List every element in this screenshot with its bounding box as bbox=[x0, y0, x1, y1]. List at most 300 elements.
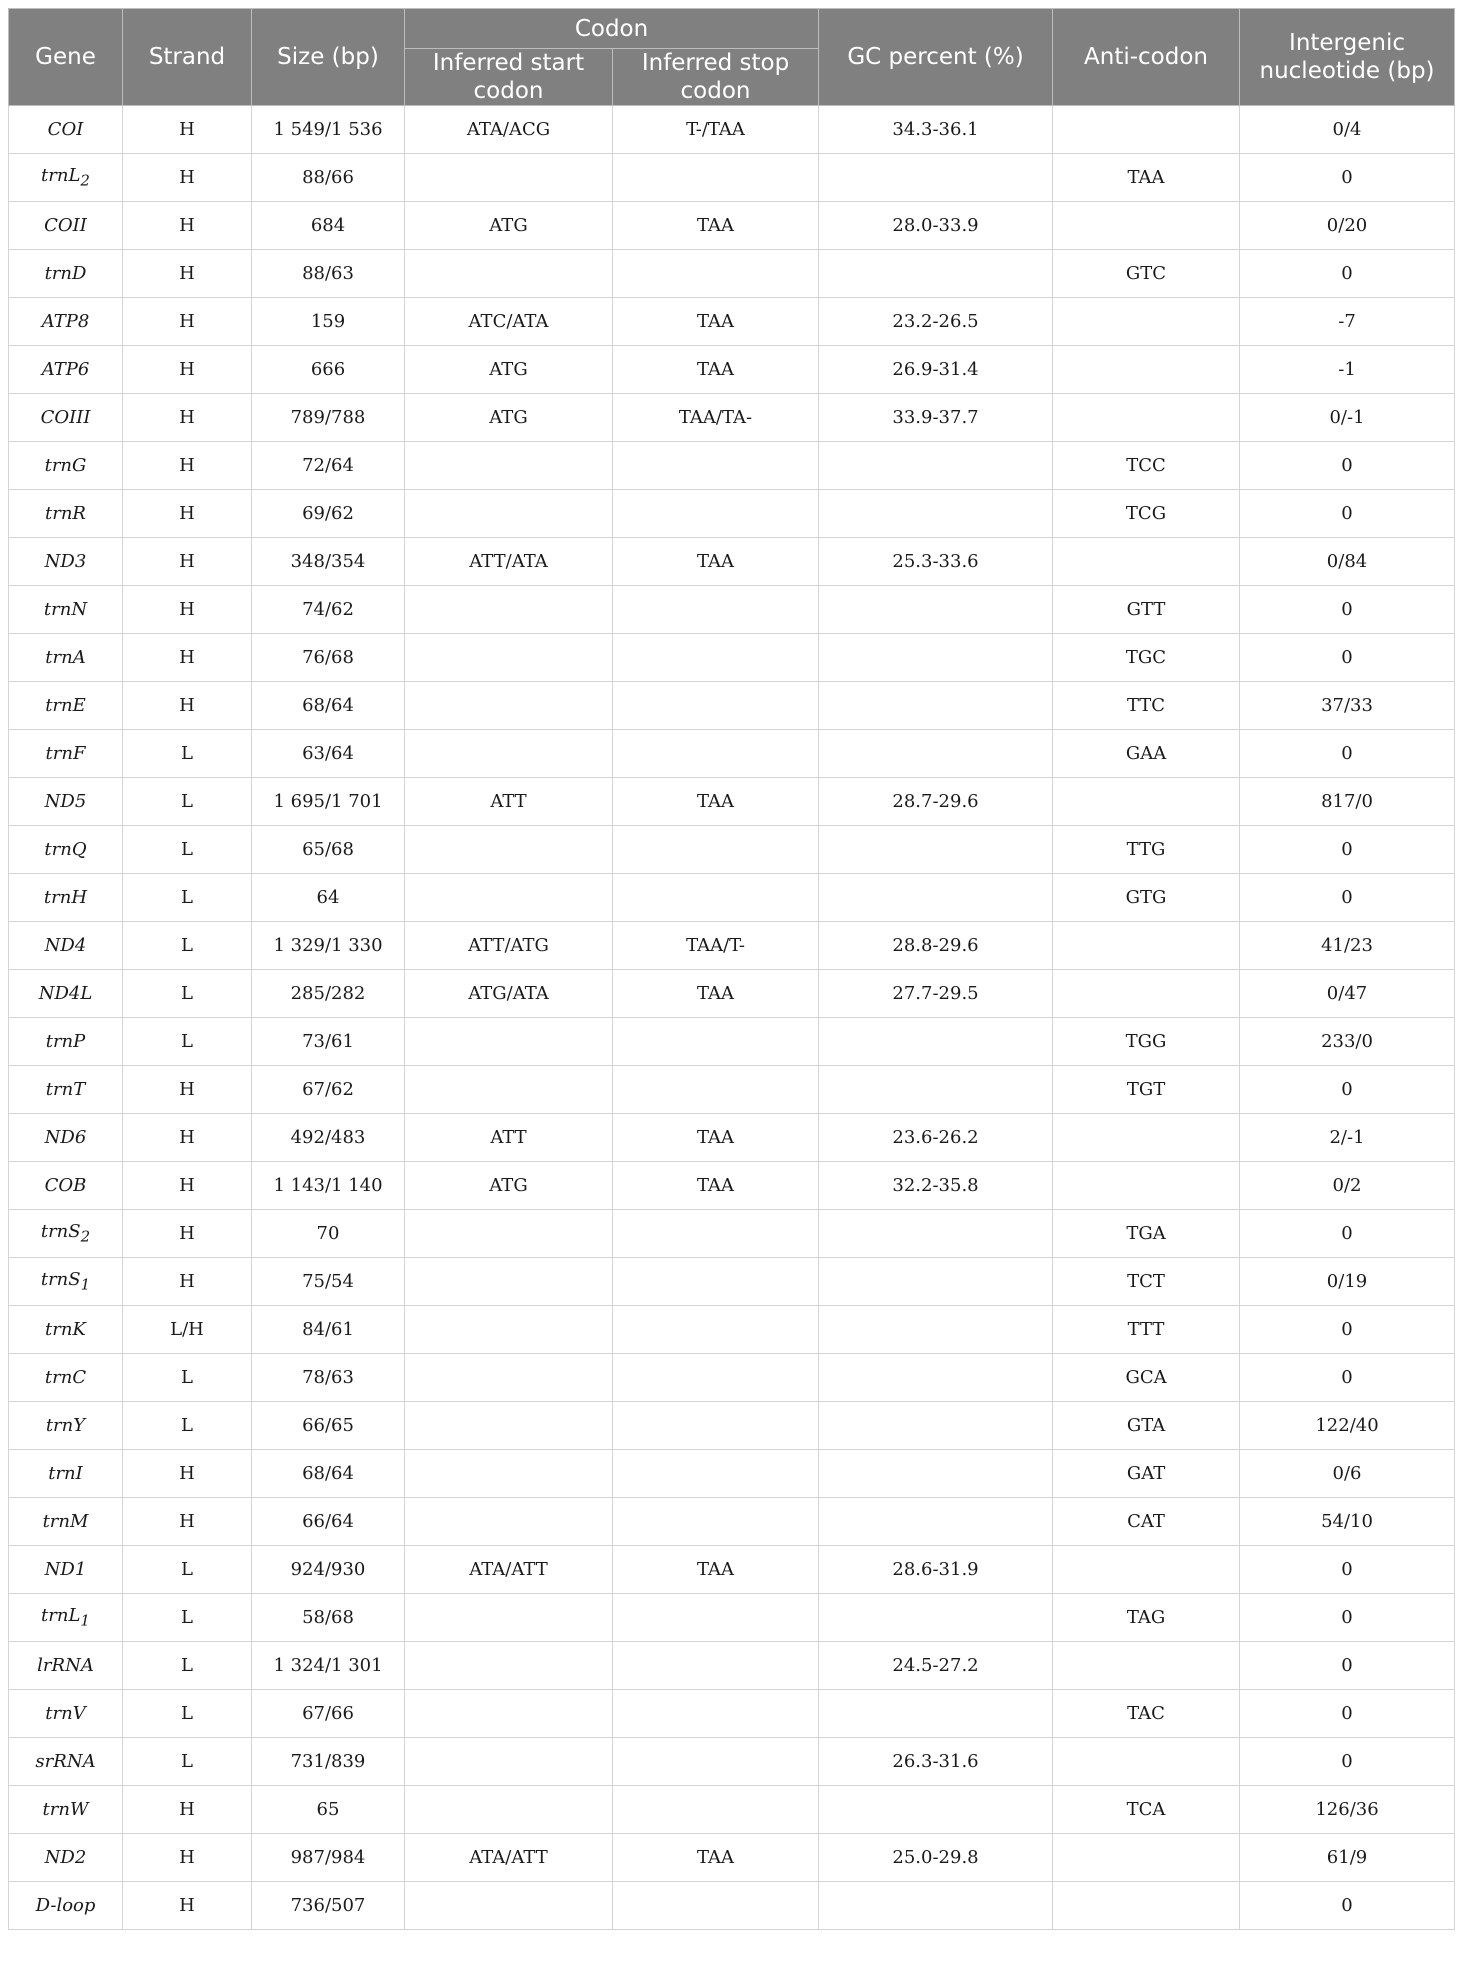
cell-gc-percent bbox=[819, 1354, 1053, 1402]
cell-start-codon: ATG bbox=[405, 346, 613, 394]
cell-anticodon: GCA bbox=[1053, 1354, 1240, 1402]
cell-intergenic: 233/0 bbox=[1240, 1018, 1455, 1066]
cell-stop-codon bbox=[613, 730, 819, 778]
cell-start-codon bbox=[405, 250, 613, 298]
cell-intergenic: 61/9 bbox=[1240, 1834, 1455, 1882]
cell-size: 70 bbox=[252, 1210, 405, 1258]
cell-start-codon bbox=[405, 1354, 613, 1402]
table-row bbox=[9, 346, 1455, 394]
cell-anticodon: TCC bbox=[1053, 442, 1240, 490]
cell-intergenic: 0 bbox=[1240, 490, 1455, 538]
cell-start-codon: ATT bbox=[405, 778, 613, 826]
cell-stop-codon bbox=[613, 1786, 819, 1834]
cell-intergenic: -7 bbox=[1240, 298, 1455, 346]
cell-stop-codon: TAA/TA- bbox=[613, 394, 819, 442]
cell-start-codon: ATA/ACG bbox=[405, 106, 613, 154]
cell-gene bbox=[9, 1546, 123, 1594]
cell-strand: H bbox=[123, 682, 252, 730]
gene-name: trnT bbox=[45, 1079, 86, 1100]
cell-start-codon: ATG/ATA bbox=[405, 970, 613, 1018]
cell-gc-percent: 28.0-33.9 bbox=[819, 202, 1053, 250]
table-body bbox=[9, 106, 1455, 1930]
gene-name: ND1 bbox=[44, 1559, 87, 1580]
cell-intergenic: 41/23 bbox=[1240, 922, 1455, 970]
cell-start-codon bbox=[405, 490, 613, 538]
table-row bbox=[9, 1162, 1455, 1210]
cell-strand: H bbox=[123, 346, 252, 394]
cell-anticodon: GAA bbox=[1053, 730, 1240, 778]
cell-stop-codon bbox=[613, 1066, 819, 1114]
gene-name: trnN bbox=[43, 599, 88, 620]
cell-gene bbox=[9, 490, 123, 538]
table-row bbox=[9, 106, 1455, 154]
cell-anticodon bbox=[1053, 538, 1240, 586]
cell-stop-codon bbox=[613, 250, 819, 298]
cell-gene bbox=[9, 1786, 123, 1834]
gene-name: ND2 bbox=[44, 1847, 87, 1868]
cell-anticodon bbox=[1053, 970, 1240, 1018]
gene-name: COII bbox=[44, 215, 87, 236]
table-row bbox=[9, 922, 1455, 970]
gene-name: trnH bbox=[43, 887, 88, 908]
mitogenome-gene-table bbox=[8, 8, 1455, 1930]
cell-size: 68/64 bbox=[252, 682, 405, 730]
cell-size: 88/63 bbox=[252, 250, 405, 298]
cell-start-codon bbox=[405, 154, 613, 202]
cell-strand: H bbox=[123, 1258, 252, 1306]
cell-stop-codon: TAA bbox=[613, 1834, 819, 1882]
cell-stop-codon bbox=[613, 1450, 819, 1498]
cell-anticodon: TGG bbox=[1053, 1018, 1240, 1066]
gene-name: ND5 bbox=[44, 791, 87, 812]
cell-gene bbox=[9, 826, 123, 874]
cell-stop-codon bbox=[613, 1738, 819, 1786]
cell-gc-percent bbox=[819, 442, 1053, 490]
cell-stop-codon bbox=[613, 1210, 819, 1258]
cell-intergenic: 0 bbox=[1240, 586, 1455, 634]
table-row bbox=[9, 826, 1455, 874]
gene-name: trnW bbox=[42, 1799, 89, 1820]
cell-intergenic: 0/47 bbox=[1240, 970, 1455, 1018]
cell-size: 75/54 bbox=[252, 1258, 405, 1306]
cell-size: 348/354 bbox=[252, 538, 405, 586]
cell-size: 68/64 bbox=[252, 1450, 405, 1498]
cell-gene bbox=[9, 1690, 123, 1738]
table-row bbox=[9, 1066, 1455, 1114]
cell-intergenic: 0 bbox=[1240, 874, 1455, 922]
cell-start-codon bbox=[405, 1210, 613, 1258]
cell-stop-codon bbox=[613, 1258, 819, 1306]
cell-strand: L bbox=[123, 922, 252, 970]
cell-size: 789/788 bbox=[252, 394, 405, 442]
cell-anticodon bbox=[1053, 922, 1240, 970]
cell-gc-percent bbox=[819, 1450, 1053, 1498]
cell-strand: H bbox=[123, 1162, 252, 1210]
cell-size: 492/483 bbox=[252, 1114, 405, 1162]
cell-strand: H bbox=[123, 202, 252, 250]
cell-intergenic: 0/4 bbox=[1240, 106, 1455, 154]
cell-intergenic: 122/40 bbox=[1240, 1402, 1455, 1450]
cell-anticodon: GTG bbox=[1053, 874, 1240, 922]
cell-start-codon bbox=[405, 1402, 613, 1450]
cell-intergenic: 0 bbox=[1240, 1594, 1455, 1642]
cell-intergenic: 0 bbox=[1240, 1642, 1455, 1690]
cell-size: 731/839 bbox=[252, 1738, 405, 1786]
cell-gc-percent: 27.7-29.5 bbox=[819, 970, 1053, 1018]
cell-anticodon bbox=[1053, 202, 1240, 250]
cell-size: 1 143/1 140 bbox=[252, 1162, 405, 1210]
cell-anticodon bbox=[1053, 346, 1240, 394]
cell-intergenic: 0 bbox=[1240, 250, 1455, 298]
cell-start-codon: ATT/ATA bbox=[405, 538, 613, 586]
cell-intergenic: 0/84 bbox=[1240, 538, 1455, 586]
cell-anticodon bbox=[1053, 1882, 1240, 1930]
cell-gene bbox=[9, 1066, 123, 1114]
gene-name: ND4L bbox=[38, 983, 93, 1004]
cell-size: 76/68 bbox=[252, 634, 405, 682]
header-stop-codon: Inferred stop codon bbox=[613, 49, 819, 106]
cell-size: 67/62 bbox=[252, 1066, 405, 1114]
cell-size: 66/64 bbox=[252, 1498, 405, 1546]
cell-size: 63/64 bbox=[252, 730, 405, 778]
table-row bbox=[9, 442, 1455, 490]
gene-name: trnS bbox=[40, 1269, 81, 1291]
cell-intergenic: 0 bbox=[1240, 730, 1455, 778]
cell-intergenic: 0 bbox=[1240, 442, 1455, 490]
cell-strand: L bbox=[123, 874, 252, 922]
cell-size: 65/68 bbox=[252, 826, 405, 874]
cell-anticodon: TTC bbox=[1053, 682, 1240, 730]
gene-name: trnR bbox=[45, 503, 86, 524]
cell-gene bbox=[9, 922, 123, 970]
cell-anticodon bbox=[1053, 1546, 1240, 1594]
cell-stop-codon bbox=[613, 1690, 819, 1738]
cell-gene bbox=[9, 106, 123, 154]
cell-gc-percent: 23.6-26.2 bbox=[819, 1114, 1053, 1162]
cell-start-codon bbox=[405, 1018, 613, 1066]
cell-start-codon bbox=[405, 634, 613, 682]
cell-gc-percent bbox=[819, 1882, 1053, 1930]
cell-anticodon bbox=[1053, 1834, 1240, 1882]
gene-name: trnL bbox=[41, 165, 81, 187]
cell-strand: L bbox=[123, 1018, 252, 1066]
cell-gene bbox=[9, 730, 123, 778]
cell-anticodon: GTC bbox=[1053, 250, 1240, 298]
cell-anticodon: TGC bbox=[1053, 634, 1240, 682]
cell-start-codon bbox=[405, 442, 613, 490]
cell-stop-codon bbox=[613, 586, 819, 634]
cell-gc-percent bbox=[819, 586, 1053, 634]
cell-size: 736/507 bbox=[252, 1882, 405, 1930]
cell-anticodon bbox=[1053, 1114, 1240, 1162]
cell-size: 73/61 bbox=[252, 1018, 405, 1066]
cell-anticodon: TAC bbox=[1053, 1690, 1240, 1738]
table-row bbox=[9, 1402, 1455, 1450]
cell-strand: H bbox=[123, 634, 252, 682]
cell-start-codon bbox=[405, 874, 613, 922]
gene-name: ND3 bbox=[44, 551, 87, 572]
cell-start-codon bbox=[405, 1738, 613, 1786]
cell-gene bbox=[9, 1834, 123, 1882]
cell-size: 1 695/1 701 bbox=[252, 778, 405, 826]
cell-intergenic: 54/10 bbox=[1240, 1498, 1455, 1546]
cell-gc-percent: 33.9-37.7 bbox=[819, 394, 1053, 442]
cell-strand: L bbox=[123, 1690, 252, 1738]
cell-size: 65 bbox=[252, 1786, 405, 1834]
cell-size: 159 bbox=[252, 298, 405, 346]
table-row bbox=[9, 1354, 1455, 1402]
cell-strand: H bbox=[123, 1834, 252, 1882]
cell-start-codon bbox=[405, 730, 613, 778]
cell-stop-codon: TAA bbox=[613, 778, 819, 826]
table-row bbox=[9, 1738, 1455, 1786]
cell-gc-percent bbox=[819, 634, 1053, 682]
cell-gc-percent bbox=[819, 1594, 1053, 1642]
cell-gc-percent: 26.9-31.4 bbox=[819, 346, 1053, 394]
cell-stop-codon bbox=[613, 874, 819, 922]
cell-stop-codon bbox=[613, 1354, 819, 1402]
cell-stop-codon: TAA bbox=[613, 1546, 819, 1594]
gene-subscript: 1 bbox=[80, 1275, 91, 1294]
gene-subscript: 1 bbox=[80, 1611, 90, 1630]
cell-gc-percent: 25.3-33.6 bbox=[819, 538, 1053, 586]
cell-stop-codon bbox=[613, 154, 819, 202]
table-row bbox=[9, 490, 1455, 538]
cell-stop-codon: TAA/T- bbox=[613, 922, 819, 970]
cell-intergenic: 0/-1 bbox=[1240, 394, 1455, 442]
table-row bbox=[9, 538, 1455, 586]
cell-stop-codon bbox=[613, 826, 819, 874]
cell-gc-percent bbox=[819, 874, 1053, 922]
cell-anticodon bbox=[1053, 394, 1240, 442]
cell-stop-codon: TAA bbox=[613, 538, 819, 586]
cell-size: 78/63 bbox=[252, 1354, 405, 1402]
table-row bbox=[9, 202, 1455, 250]
cell-gene bbox=[9, 538, 123, 586]
cell-strand: H bbox=[123, 250, 252, 298]
cell-strand: L/H bbox=[123, 1306, 252, 1354]
cell-strand: H bbox=[123, 298, 252, 346]
cell-gene bbox=[9, 1498, 123, 1546]
cell-intergenic: 2/-1 bbox=[1240, 1114, 1455, 1162]
gene-name: trnC bbox=[44, 1367, 87, 1388]
cell-gc-percent: 24.5-27.2 bbox=[819, 1642, 1053, 1690]
table-row bbox=[9, 634, 1455, 682]
cell-stop-codon: TAA bbox=[613, 1162, 819, 1210]
table-row bbox=[9, 1114, 1455, 1162]
cell-intergenic: 0 bbox=[1240, 154, 1455, 202]
cell-anticodon: TCT bbox=[1053, 1258, 1240, 1306]
header-strand: Strand bbox=[123, 9, 252, 106]
cell-gc-percent bbox=[819, 1066, 1053, 1114]
cell-intergenic: 817/0 bbox=[1240, 778, 1455, 826]
cell-gene bbox=[9, 1882, 123, 1930]
cell-size: 1 324/1 301 bbox=[252, 1642, 405, 1690]
cell-stop-codon: TAA bbox=[613, 1114, 819, 1162]
cell-size: 64 bbox=[252, 874, 405, 922]
cell-size: 666 bbox=[252, 346, 405, 394]
cell-gc-percent bbox=[819, 1306, 1053, 1354]
table-row bbox=[9, 586, 1455, 634]
gene-name: trnS bbox=[40, 1221, 81, 1243]
cell-start-codon bbox=[405, 1642, 613, 1690]
table-row bbox=[9, 730, 1455, 778]
cell-gene bbox=[9, 202, 123, 250]
cell-size: 285/282 bbox=[252, 970, 405, 1018]
gene-name: trnE bbox=[45, 695, 86, 716]
cell-strand: H bbox=[123, 1498, 252, 1546]
cell-start-codon bbox=[405, 1450, 613, 1498]
cell-anticodon bbox=[1053, 298, 1240, 346]
gene-name: trnI bbox=[48, 1463, 83, 1484]
cell-start-codon bbox=[405, 1066, 613, 1114]
cell-strand: L bbox=[123, 1642, 252, 1690]
cell-strand: H bbox=[123, 1882, 252, 1930]
cell-intergenic: 0/20 bbox=[1240, 202, 1455, 250]
table-row bbox=[9, 1642, 1455, 1690]
cell-size: 67/66 bbox=[252, 1690, 405, 1738]
cell-stop-codon: TAA bbox=[613, 970, 819, 1018]
cell-anticodon: GAT bbox=[1053, 1450, 1240, 1498]
cell-gene bbox=[9, 1402, 123, 1450]
cell-intergenic: 126/36 bbox=[1240, 1786, 1455, 1834]
cell-strand: H bbox=[123, 1114, 252, 1162]
cell-start-codon bbox=[405, 1594, 613, 1642]
cell-strand: L bbox=[123, 1738, 252, 1786]
cell-start-codon bbox=[405, 1498, 613, 1546]
cell-gene bbox=[9, 634, 123, 682]
cell-gene bbox=[9, 586, 123, 634]
cell-stop-codon bbox=[613, 1594, 819, 1642]
cell-stop-codon bbox=[613, 634, 819, 682]
cell-size: 74/62 bbox=[252, 586, 405, 634]
table-row bbox=[9, 1210, 1455, 1258]
cell-intergenic: 0/19 bbox=[1240, 1258, 1455, 1306]
cell-stop-codon bbox=[613, 1306, 819, 1354]
table-row bbox=[9, 1258, 1455, 1306]
table-row bbox=[9, 874, 1455, 922]
cell-gene bbox=[9, 874, 123, 922]
header-intergenic: Intergenic nucleotide (bp) bbox=[1240, 9, 1455, 106]
cell-stop-codon bbox=[613, 1498, 819, 1546]
table-row bbox=[9, 1450, 1455, 1498]
cell-stop-codon: TAA bbox=[613, 298, 819, 346]
cell-strand: H bbox=[123, 1066, 252, 1114]
cell-intergenic: 0/2 bbox=[1240, 1162, 1455, 1210]
cell-gene bbox=[9, 1642, 123, 1690]
gene-name: srRNA bbox=[35, 1751, 96, 1772]
cell-gc-percent bbox=[819, 1690, 1053, 1738]
cell-stop-codon bbox=[613, 442, 819, 490]
gene-subscript: 2 bbox=[80, 1227, 91, 1246]
cell-gene bbox=[9, 1738, 123, 1786]
cell-intergenic: 0 bbox=[1240, 1354, 1455, 1402]
cell-stop-codon bbox=[613, 1018, 819, 1066]
gene-name: COIII bbox=[40, 407, 91, 428]
header-anticodon: Anti-codon bbox=[1053, 9, 1240, 106]
cell-size: 1 329/1 330 bbox=[252, 922, 405, 970]
cell-start-codon bbox=[405, 826, 613, 874]
cell-intergenic: 37/33 bbox=[1240, 682, 1455, 730]
cell-gc-percent bbox=[819, 1786, 1053, 1834]
cell-gc-percent bbox=[819, 1258, 1053, 1306]
header-size: Size (bp) bbox=[252, 9, 405, 106]
cell-size: 924/930 bbox=[252, 1546, 405, 1594]
cell-strand: H bbox=[123, 1450, 252, 1498]
cell-strand: L bbox=[123, 1354, 252, 1402]
gene-name: ATP6 bbox=[41, 359, 90, 380]
cell-gene bbox=[9, 298, 123, 346]
cell-anticodon: TAA bbox=[1053, 154, 1240, 202]
gene-name: COB bbox=[44, 1175, 87, 1196]
cell-stop-codon: TAA bbox=[613, 202, 819, 250]
cell-gene bbox=[9, 682, 123, 730]
cell-gc-percent bbox=[819, 250, 1053, 298]
table-row bbox=[9, 1594, 1455, 1642]
cell-strand: H bbox=[123, 154, 252, 202]
cell-strand: L bbox=[123, 1402, 252, 1450]
cell-start-codon bbox=[405, 1306, 613, 1354]
cell-anticodon: TGT bbox=[1053, 1066, 1240, 1114]
cell-anticodon: TTT bbox=[1053, 1306, 1240, 1354]
table-row bbox=[9, 1018, 1455, 1066]
cell-anticodon: CAT bbox=[1053, 1498, 1240, 1546]
cell-start-codon: ATC/ATA bbox=[405, 298, 613, 346]
cell-anticodon: TAG bbox=[1053, 1594, 1240, 1642]
cell-gene bbox=[9, 1114, 123, 1162]
cell-anticodon bbox=[1053, 1738, 1240, 1786]
header-gene: Gene bbox=[9, 9, 123, 106]
table-row bbox=[9, 1786, 1455, 1834]
header-gc-percent: GC percent (%) bbox=[819, 9, 1053, 106]
cell-size: 66/65 bbox=[252, 1402, 405, 1450]
cell-anticodon: GTT bbox=[1053, 586, 1240, 634]
cell-size: 58/68 bbox=[252, 1594, 405, 1642]
cell-start-codon bbox=[405, 1786, 613, 1834]
header-start-codon: Inferred start codon bbox=[405, 49, 613, 106]
cell-size: 72/64 bbox=[252, 442, 405, 490]
cell-intergenic: 0 bbox=[1240, 1306, 1455, 1354]
cell-gc-percent: 28.8-29.6 bbox=[819, 922, 1053, 970]
cell-strand: H bbox=[123, 586, 252, 634]
cell-gene bbox=[9, 1018, 123, 1066]
cell-intergenic: 0 bbox=[1240, 1546, 1455, 1594]
cell-anticodon bbox=[1053, 778, 1240, 826]
cell-gc-percent bbox=[819, 1018, 1053, 1066]
cell-gc-percent: 28.7-29.6 bbox=[819, 778, 1053, 826]
table-container bbox=[8, 8, 1454, 1930]
cell-stop-codon bbox=[613, 682, 819, 730]
cell-strand: H bbox=[123, 1786, 252, 1834]
cell-strand: H bbox=[123, 106, 252, 154]
cell-intergenic: 0 bbox=[1240, 634, 1455, 682]
cell-start-codon: ATA/ATT bbox=[405, 1834, 613, 1882]
table-row bbox=[9, 1546, 1455, 1594]
cell-size: 987/984 bbox=[252, 1834, 405, 1882]
table-row bbox=[9, 1882, 1455, 1930]
gene-name: trnV bbox=[45, 1703, 86, 1724]
cell-start-codon bbox=[405, 1882, 613, 1930]
table-row bbox=[9, 1690, 1455, 1738]
cell-stop-codon bbox=[613, 1642, 819, 1690]
cell-gene bbox=[9, 1162, 123, 1210]
table-row bbox=[9, 682, 1455, 730]
cell-strand: H bbox=[123, 538, 252, 586]
cell-anticodon bbox=[1053, 106, 1240, 154]
gene-name: ND6 bbox=[44, 1127, 87, 1148]
cell-strand: L bbox=[123, 826, 252, 874]
table-row bbox=[9, 154, 1455, 202]
